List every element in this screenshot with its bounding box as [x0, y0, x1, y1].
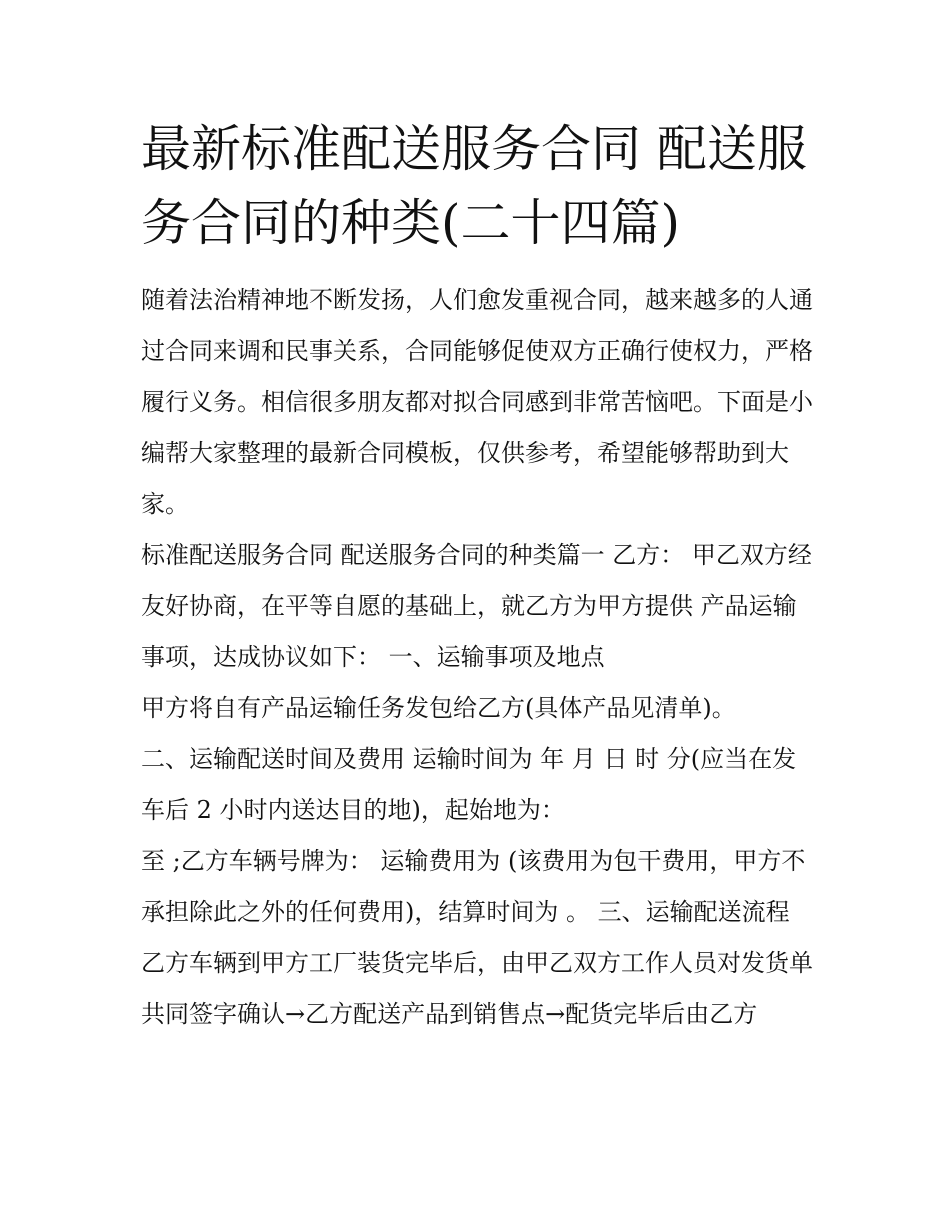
- paragraph-article-1: 标准配送服务合同 配送服务合同的种类篇一 乙方： 甲乙双方经友好协商，在平等自愿的基础上，就乙方为甲方提供 产品运输事项，达成协议如下： 一、运输事项及地点: [141, 541, 812, 671]
- paragraph-time-and-fee: 二、运输配送时间及费用 运输时间为 年 月 日 时 分(应当在发车后 2 小时内送达目的地)，起始地为：: [141, 745, 797, 824]
- document-page: [141, 112, 813, 1040]
- paragraph-delivery-process: 乙方车辆到甲方工厂装货完毕后，由甲乙双方工作人员对发货单共同签字确认→乙方配送产品到销售点→配货完毕后由乙方: [141, 949, 813, 1028]
- document-title: 最新标准配送服务合同 配送服务合同的种类(二十四篇): [141, 120, 807, 252]
- paragraph-vehicle-and-settlement: 至 ;乙方车辆号牌为： 运输费用为 (该费用为包干费用，甲方不承担除此之外的任何费用)，结算时间为 。 三、运输配送流程: [141, 847, 806, 926]
- paragraph-transport-task: 甲方将自有产品运输任务发包给乙方(具体产品见清单)。: [141, 694, 736, 722]
- paragraph-intro: 随着法治精神地不断发扬，人们愈发重视合同，越来越多的人通过合同来调和民事关系，合同能够促使双方正确行使权力，严格履行义务。相信很多朋友都对拟合同感到非常苦恼吧。下面是小编帮大家整理的最新合同模板，仅供参考，希望能够帮助到大家。: [141, 286, 813, 518]
